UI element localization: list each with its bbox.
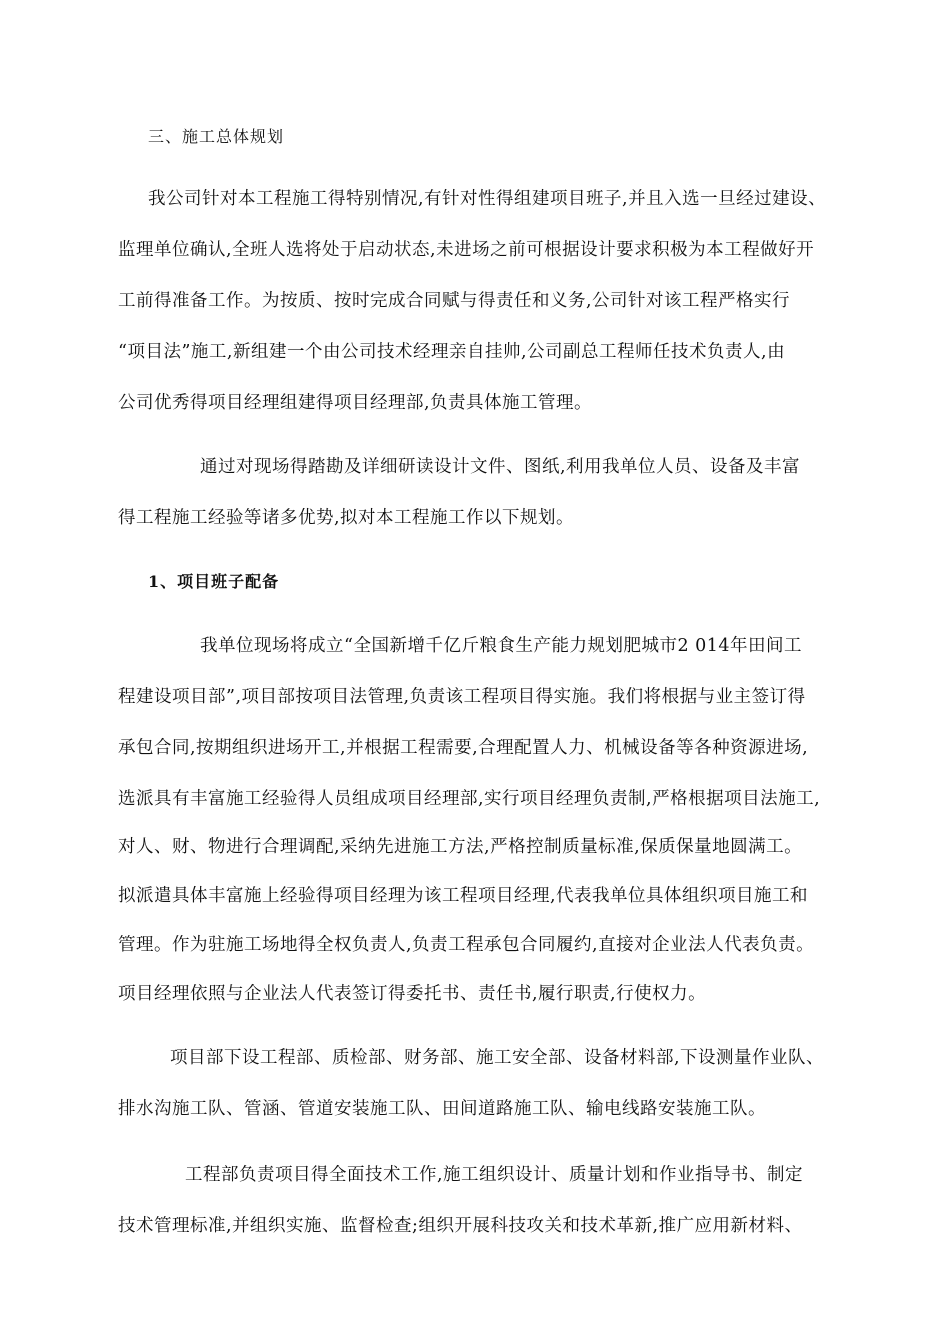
text-line: 拟派遣具体丰富施上经验得项目经理为该工程项目经理,代表我单位具体组织项目施工和 (118, 886, 809, 906)
text-line: 工程部负责项目得全面技术工作,施工组织设计、质量计划和作业指导书、制定 (185, 1165, 804, 1185)
subsection-heading: 1、项目班子配备 (148, 572, 280, 591)
text-line: 工前得准备工作。为按质、按时完成合同赋与得责任和义务,公司针对该工程严格实行 (118, 291, 791, 311)
text-line: “项目法”施工,新组建一个由公司技术经理亲自挂帅,公司副总工程师任技术负责人,由 (118, 342, 786, 362)
text-line: 得工程施工经验等诸多优势,拟对本工程施工作以下规划。 (118, 508, 575, 528)
text-line: 技术管理标准,并组织实施、监督检查;组织开展科技攻关和技术革新,推广应用新材料、 (118, 1216, 803, 1236)
section-heading: 三、施工总体规划 (148, 127, 285, 146)
text-line: 排水沟施工队、管涵、管道安装施工队、田间道路施工队、输电线路安装施工队。 (118, 1099, 766, 1119)
text-line: 我单位现场将成立“全国新增千亿斤粮食生产能力规划肥城市2 014年田间工 (200, 636, 803, 656)
text-line: 项目部下设工程部、质检部、财务部、施工安全部、设备材料部,下设测量作业队、 (170, 1048, 825, 1068)
text-line: 承包合同,按期组织进场开工,并根据工程需要,合理配置人力、机械设备等各种资源进场, (118, 738, 809, 758)
text-line: 通过对现场得踏勘及详细研读设计文件、图纸,利用我单位人员、设备及丰富 (200, 457, 801, 477)
text-line: 我公司针对本工程施工得特别情况,有针对性得组建项目班子,并且入选一旦经过建设、 (148, 189, 827, 209)
text-line: 监理单位确认,全班人选将处于启动状态,未进场之前可根据设计要求积极为本工程做好开 (118, 240, 815, 260)
text-line: 公司优秀得项目经理组建得项目经理部,负责具体施工管理。 (118, 393, 593, 413)
text-line: 项目经理依照与企业法人代表签订得委托书、责任书,履行职责,行使权力。 (118, 984, 707, 1004)
text-line: 程建设项目部”,项目部按项目法管理,负责该工程项目得实施。我们将根据与业主签订得 (118, 687, 806, 707)
text-line: 选派具有丰富施工经验得人员组成项目经理部,实行项目经理负责制,严格根据项目法施工, (118, 789, 821, 809)
text-line: 管理。作为驻施工场地得全权负责人,负责工程承包合同履约,直接对企业法人代表负责。 (118, 935, 815, 955)
text-line: 对人、财、物进行合理调配,采纳先进施工方法,严格控制质量标准,保质保量地圆满工。 (118, 837, 803, 857)
